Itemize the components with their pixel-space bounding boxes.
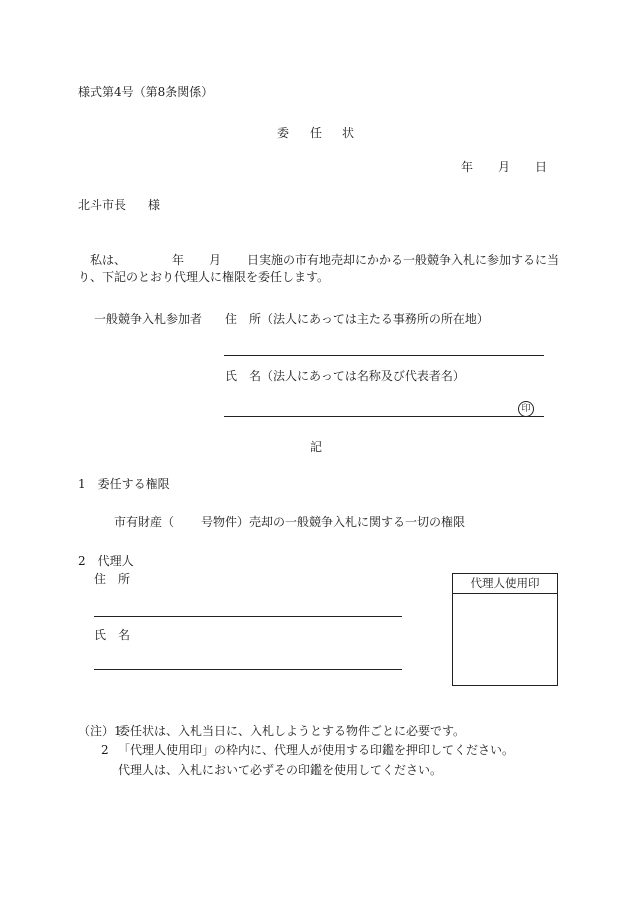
intro-line2: り、下記のとおり代理人に権限を委任します。 (78, 270, 330, 284)
participant-name-line (224, 416, 544, 417)
section1-body-pre: 市有財産（ (114, 515, 175, 529)
note-1: 委任状は、入札当日に、入札しようとする物件ごとに必要です。 (118, 724, 466, 738)
participant-label: 一般競争入札参加者 (94, 312, 203, 326)
addressee-honorific: 様 (148, 198, 161, 212)
ki-heading: 記 (310, 440, 323, 454)
note-2b: 代理人は、入札において必ずその印鑑を使用してください。 (118, 763, 443, 777)
note-prefix: （注）1 (78, 724, 122, 738)
agent-name-label: 氏 名 (94, 628, 131, 642)
section2-heading: 2 代理人 (78, 554, 134, 568)
agent-name-line (94, 669, 402, 670)
participant-address-label: 住 所（法人にあっては主たる事務所の所在地） (225, 312, 489, 326)
note-2: 「代理人使用印」の枠内に、代理人が使用する印鑑を押印してください。 (118, 743, 515, 757)
intro-year: 年 (172, 253, 185, 267)
date-year: 年 (461, 160, 474, 174)
seal-mark-icon: 印 (518, 401, 534, 417)
intro-month: 月 (209, 253, 222, 267)
participant-name-label: 氏 名（法人にあっては名称及び代表者名） (225, 369, 465, 383)
agent-address-line (94, 616, 402, 617)
form-number: 様式第4号（第8条関係） (78, 85, 214, 99)
section1-heading: 1 委任する権限 (78, 477, 170, 491)
intro-line1: 日実施の市有地売却にかかる一般競争入札に参加するに当 (247, 253, 560, 267)
agent-seal-box (452, 573, 558, 686)
date-day: 日 (535, 160, 548, 174)
agent-seal-box-label: 代理人使用印 (453, 574, 557, 594)
participant-address-line (224, 355, 544, 356)
section1-body-post: 号物件）売却の一般競争入札に関する一切の権限 (201, 515, 466, 529)
agent-address-label: 住 所 (94, 572, 131, 586)
addressee-name: 北斗市長 (78, 198, 127, 212)
intro-watashi: 私は、 (90, 253, 127, 267)
title-char: 状 (342, 126, 355, 140)
title-char: 任 (310, 126, 323, 140)
date-month: 月 (498, 160, 511, 174)
title-char: 委 (277, 126, 290, 140)
note-2-number: 2 (101, 743, 109, 757)
